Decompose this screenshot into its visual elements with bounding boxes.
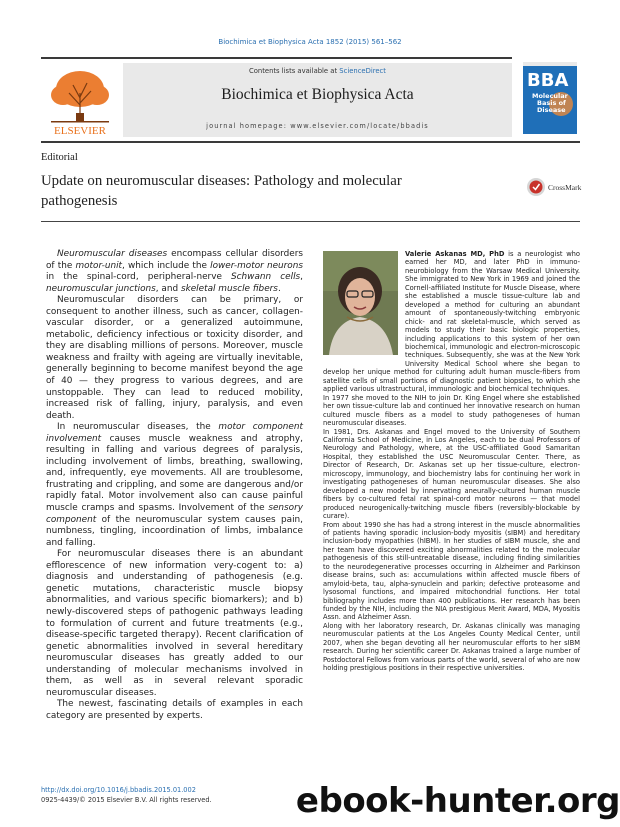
cover-art xyxy=(523,62,577,134)
elsevier-wordmark: ELSEVIER xyxy=(54,125,106,137)
homepage-prefix: journal homepage: xyxy=(206,122,291,130)
cover-line: Basis of xyxy=(537,99,566,107)
copyright-notice: 0925-4439/© 2015 Elsevier B.V. All rights reserved. xyxy=(41,796,212,804)
bio-paragraph: Valerie Askanas MD, PhD is a neurologist who earned her MD, and later PhD in immuno-neurobiology from the Warsaw Medical University. She immigrated to New York in 1969 and joined the Cornell-affiliated Institute for Muscle Disease, where she established a muscle tissue-culture lab and developed a method for culturing an abundant amount of spontaneously-twitching embryonic chick- and rat skeletal-muscle, which served as models to study their basic biologic properties, including applications to this system of her own biochemical, immunologic and electron-microscopic techniques. Subsequently, she was at the New York University Medical School where she began to develop her unique method for culturing adult human muscle-fibers from satellite cells of small portions of diagnostic patient biopsies, to which she applied various ultrastructural, immunologic and biochemical techniques. xyxy=(323,250,581,394)
article-section: Editorial xyxy=(41,152,78,163)
journal-cover[interactable] xyxy=(523,62,577,134)
cover-line: Disease xyxy=(537,106,566,114)
journal-title: Biochimica et Biophysica Acta xyxy=(221,86,414,103)
crossmark-badge[interactable] xyxy=(527,176,587,198)
title-separator xyxy=(41,221,580,222)
editorial-body xyxy=(46,249,303,722)
site-watermark: ebook-hunter.org xyxy=(295,781,620,821)
contents-line xyxy=(123,67,512,75)
contents-prefix: Contents lists available at xyxy=(249,67,340,75)
paragraph: Neuromuscular disorders can be primary, or consequent to another illness, such as cancer, collagen-vascular disorder, or a generalized autoimmune, metabolic, deficiency infectious or toxicity disorder, and they are disabling millions of persons. Moreover, muscle weakness and frailty with ageing are virtually inevitable, generally beginning to become manifest beyond the age of 40 — they progress to various degrees, and are unstoppable. They can lead to reduced mobility, increased risk of falling, injury, paralysis, and even death. xyxy=(46,295,303,421)
crossmark-label: CrossMark xyxy=(548,183,582,192)
journal-homepage xyxy=(123,122,512,130)
paragraph: In neuromuscular diseases, the motor component involvement causes muscle weakness and atrophy, resulting in falling and various degrees of paralysis, including involvement of limbs, breathing, swallowing, and, infrequently, eye movements. All are troublesome, frustrating and crippling, and some are dangerous and/or rapidly fatal. Motor involvement also can cause painful muscle cramps and spasms. Involvement of the sensory component of the neuromuscular system causes pain, numbness, tingling, incoordination of limbs, imbalance and falling. xyxy=(46,422,303,548)
photo-spacer xyxy=(323,250,405,361)
doi-link[interactable]: http://dx.doi.org/10.1016/j.bbadis.2015.01.002 xyxy=(41,786,196,794)
bio-paragraph: In 1981, Drs. Askanas and Engel moved to the University of Southern California School of Medicine, in Los Angeles, each to be dual Professors of Neurology and Pathology, where, at the USC-affiliated Good Samaritan Hospital, they established the USC Neuromuscular Center. There, as Director of Research, Dr. Askanas set up her tissue-culture, electron-microscopy, immunology, and biochemistry labs for continuing her work in investigating pathogeneses of human neuromuscular diseases. She also developed a new model by innervating aneurally-cultured human muscle fibers by co-cultured fetal rat spinal-cord motor neurons — that model produced neurogenically-twitching muscle fibers (reversibly-blockable by curare). xyxy=(323,427,580,521)
cover-bba: BBA xyxy=(527,70,569,91)
elsevier-tree-logo[interactable] xyxy=(41,63,119,137)
homepage-url[interactable]: www.elsevier.com/locate/bbadis xyxy=(290,122,429,130)
paragraph: Neuromuscular diseases encompass cellular disorders of the motor-unit, which include the lower-motor neurons in the spinal-cord, peripheral-nerve Schwann cells, neuromuscular junctions, and skeletal muscle fibers. xyxy=(46,249,303,294)
article-title: Update on neuromuscular diseases: Pathology and molecular pathogenesis xyxy=(41,173,402,209)
cover-line: Molecular xyxy=(532,92,568,100)
paragraph: For neuromuscular diseases there is an abundant efflorescence of new information very-cogent to: a) diagnosis and understanding of pathogenesis (e.g. genetic mutations, characteristic muscle biopsy abnormalities, and various specific biomarkers); and b) newly-discovered steps of pathogenic pathways leading to formulation of current and future treatments (e.g., disease-specific targeted therapy). Recent clarification of genetic abnormalities involved in several hereditary neuromuscular diseases has greatly added to our understanding of molecular mechanisms involved in them, as well as in several relevant sporadic neuromuscular diseases. xyxy=(46,549,303,698)
bio-paragraph: In 1977 she moved to the NIH to join Dr. King Engel where she established her own tissue-culture lab and continued her innovative research on human cultured muscle fibers as a model to study pathogeneses of human neuromuscular diseases. xyxy=(323,393,580,428)
bio-paragraph: From about 1990 she has had a strong interest in the muscle abnormalities of patients having sporadic inclusion-body myositis (sIBM) and hereditary inclusion-body myopathies (hIBM). In her studies of sIBM muscle, she and her team have discovered exciting abnormalities related to the molecular pathogenesis of this still-untreatable disease, including finding similarities to the neurodegenerative processes occurring in Alzheimer and Parkinson disease brains, such as: accumulations within affected muscle fibers of amyloid-beta, tau, alpha-synuclein and parkin; defective proteasome and lysosomal functions, and impaired mitochondrial functions. Her total bibliography includes more than 400 publications. Her research has been funded by the NIH, including the NIA prestigious Merit Award, MDA, Myositis Assn. and Alzheimer Assn. xyxy=(323,520,580,622)
paragraph: The newest, fascinating details of examples in each category are presented by experts. xyxy=(46,699,303,721)
bio-paragraph: Along with her laboratory research, Dr. Askanas clinically was managing neuromuscular patients at the Los Angeles County Medical Center, until 2007, when she began devoting all her neuromuscular efforts to her sIBM research. During her scientific career Dr. Askanas trained a large number of Postdoctoral Fellows from various parts of the world, several of who are now holding prestigious positions in their respective universities. xyxy=(323,621,580,673)
author-name: Valerie Askanas MD, PhD xyxy=(405,250,505,258)
sciencedirect-link[interactable]: ScienceDirect xyxy=(339,67,386,75)
header-bottom-rule xyxy=(41,141,580,143)
journal-citation[interactable]: Biochimica et Biophysica Acta 1852 (2015) 561–562 xyxy=(218,38,402,46)
author-biography xyxy=(323,250,580,673)
header-top-rule xyxy=(41,57,512,59)
